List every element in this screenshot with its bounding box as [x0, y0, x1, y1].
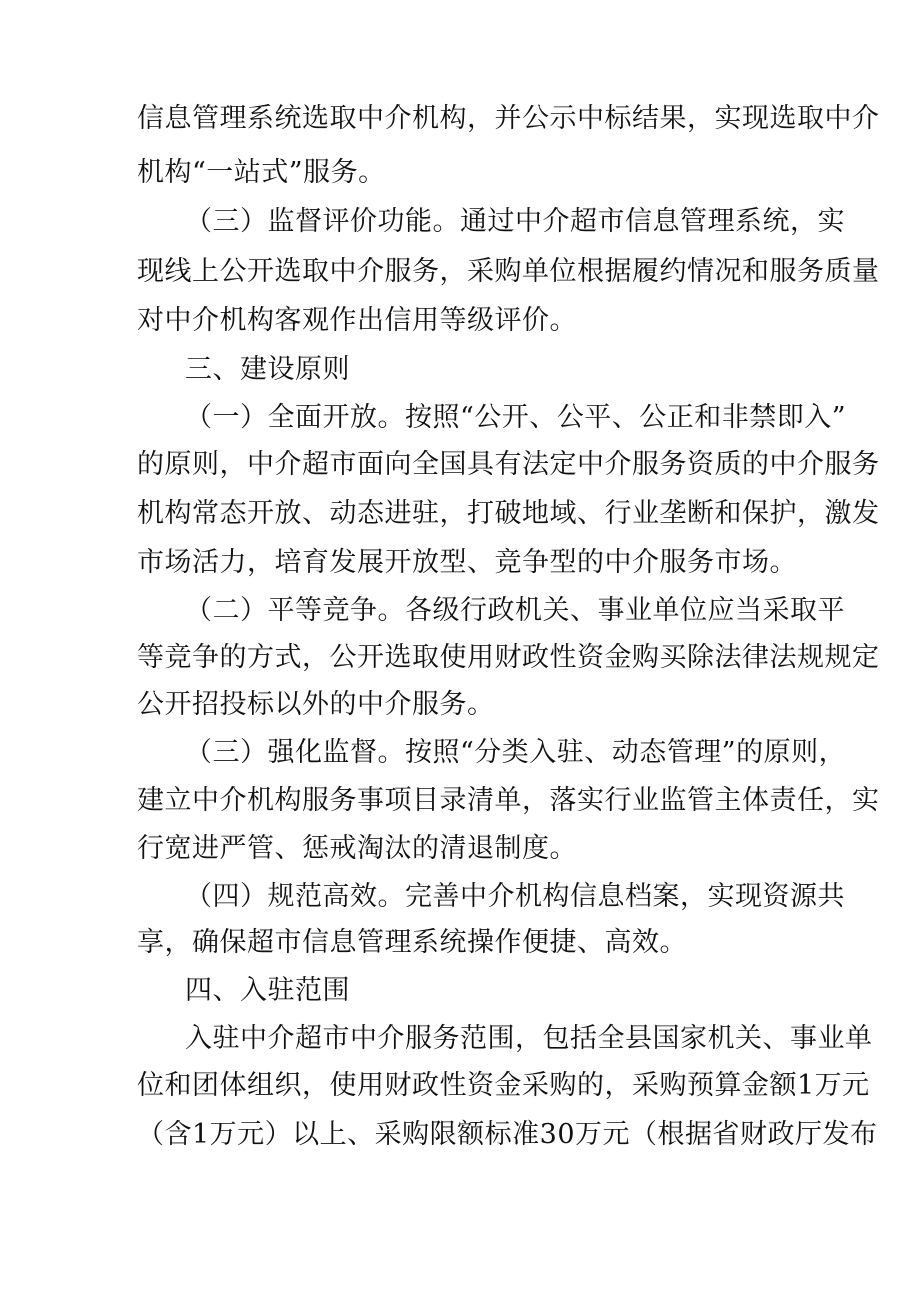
text-line: 机构“一站式”服务。: [137, 157, 386, 188]
text-line: 建立中介机构服务事项目录清单，落实行业监管主体责任，实: [137, 785, 880, 816]
section-heading: 三、建设原则: [185, 354, 350, 385]
text-line: （含1万元）以上、采购限额标准30万元（根据省财政厅发布: [137, 1119, 878, 1150]
text-line: 入驻中介超市中介服务范围，包括全县国家机关、事业单: [185, 1023, 873, 1054]
text-line: 对中介机构客观作出信用等级评价。: [137, 305, 577, 336]
section-heading: 四、入驻范围: [185, 975, 350, 1006]
text-line: 等竞争的方式，公开选取使用财政性资金购买除法律法规规定: [137, 642, 880, 673]
text-line: （四）规范高效。完善中介机构信息档案，实现资源共: [185, 881, 845, 912]
text-line: 位和团体组织，使用财政性资金采购的，采购预算金额1万元: [137, 1070, 870, 1101]
text-line: 信息管理系统选取中介机构，并公示中标结果，实现选取中介: [137, 103, 880, 134]
text-line: （三）强化监督。按照“分类入驻、动态管理”的原则，: [185, 737, 847, 768]
text-line: 的原则，中介超市面向全国具有法定中介服务资质的中介服务: [137, 449, 880, 480]
text-line: （二）平等竞争。各级行政机关、事业单位应当采取平: [185, 595, 845, 626]
text-line: 行宽进严管、惩戒淘汰的清退制度。: [137, 833, 577, 864]
text-line: 享，确保超市信息管理系统操作便捷、高效。: [137, 927, 687, 958]
text-line: 现线上公开选取中介服务，采购单位根据履约情况和服务质量: [137, 256, 880, 287]
text-line: 公开招投标以外的中介服务。: [137, 689, 495, 720]
text-line: 市场活力，培育发展开放型、竞争型的中介服务市场。: [137, 547, 797, 578]
text-line: （三）监督评价功能。通过中介超市信息管理系统，实: [185, 206, 845, 237]
text-line: （一）全面开放。按照“公开、公平、公正和非禁即入”: [185, 402, 847, 433]
text-line: 机构常态开放、动态进驻，打破地域、行业垄断和保护，激发: [137, 498, 880, 529]
